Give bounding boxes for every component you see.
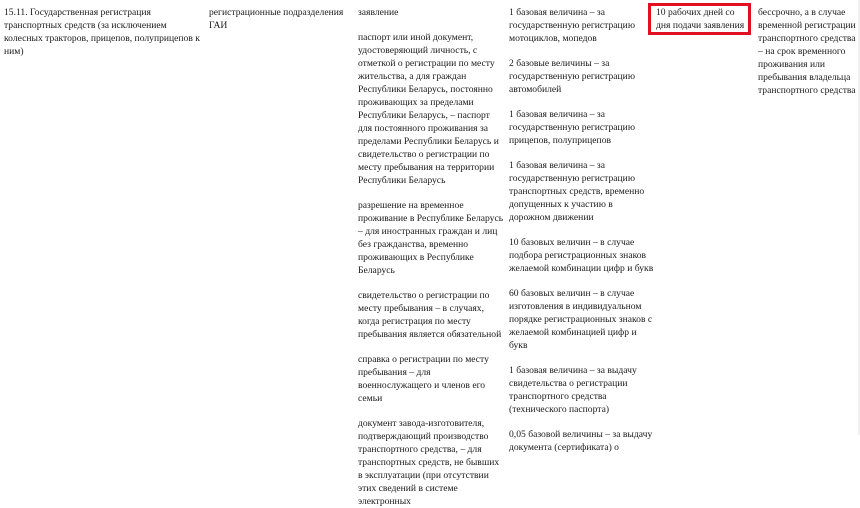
validity-text: бессрочно, а в случае временной регистрации транспортного средства – на срок временного проживания или пребывания владельца транспортного средства bbox=[758, 7, 856, 96]
document-item: документ завода-изготовителя, подтверждающий производство транспортного средства, – для транспортных средств, не бывших в эксплуатации (при отсутствии этих сведений в системе электронных bbox=[358, 418, 500, 507]
authority-cell bbox=[209, 6, 355, 32]
fee-item: 1 базовая величина – за государственную регистрацию прицепов, полуприцепов bbox=[509, 109, 635, 146]
fee-item: 1 базовая величина – за государственную регистрацию транспортных средств, временно допущенных к участию в дорожном движении bbox=[509, 160, 645, 223]
fee-item: 1 базовая величина – за выдачу свидетельства о регистрации транспортного средства (технического паспорта) bbox=[509, 365, 637, 415]
service-name-cell bbox=[4, 6, 204, 58]
fees-cell bbox=[509, 6, 655, 454]
fee-item: 0,05 базовой величины – за выдачу документа (сертификата) о bbox=[509, 429, 653, 453]
document-item: паспорт или иной документ, удостоверяющий личность, с отметкой о регистрации по месту жительства, а для граждан Республики Беларусь, постоянно проживающих за пределами Республики Беларусь, – паспорт для постоянного проживания за пределами Республики Беларусь и свидетельство о регистрации по месту пребывания на территории Республики Беларусь bbox=[358, 32, 499, 186]
validity-cell bbox=[758, 6, 858, 97]
documents-cell bbox=[358, 6, 506, 508]
document-item: заявление bbox=[358, 7, 399, 18]
document-item: разрешение на временное проживание в Республике Беларусь – для иностранных граждан и лиц без гражданства, временно проживающих в Республике Беларусь bbox=[358, 200, 504, 276]
authority-text: регистрационные подразделения ГАИ bbox=[209, 7, 344, 31]
deadline-text: 10 рабочих дней со дня подачи заявления bbox=[656, 7, 745, 31]
fee-item: 60 базовых величин – в случае изготовления в индивидуальном порядке регистрационных знаков с желаемой комбинацией цифр и букв bbox=[509, 288, 653, 351]
fee-item: 1 базовая величина – за государственную регистрацию мотоциклов, мопедов bbox=[509, 7, 635, 44]
fee-item: 2 базовые величины – за государственную регистрацию автомобилей bbox=[509, 58, 635, 95]
document-item: свидетельство о регистрации по месту пребывания – в случаях, когда регистрация по месту пребывания является обязательной bbox=[358, 290, 502, 340]
service-name-text: 15.11. Государственная регистрация транспортных средств (за исключением колесных тракторов, прицепов, полуприцепов к ним) bbox=[4, 7, 200, 57]
deadline-highlight-box bbox=[648, 3, 751, 35]
document-item: справка о регистрации по месту пребывания – для военнослужащего и членов его семьи bbox=[358, 354, 489, 404]
fee-item: 10 базовых величин – в случае подбора регистрационных знаков желаемой комбинации цифр и букв bbox=[509, 237, 654, 274]
